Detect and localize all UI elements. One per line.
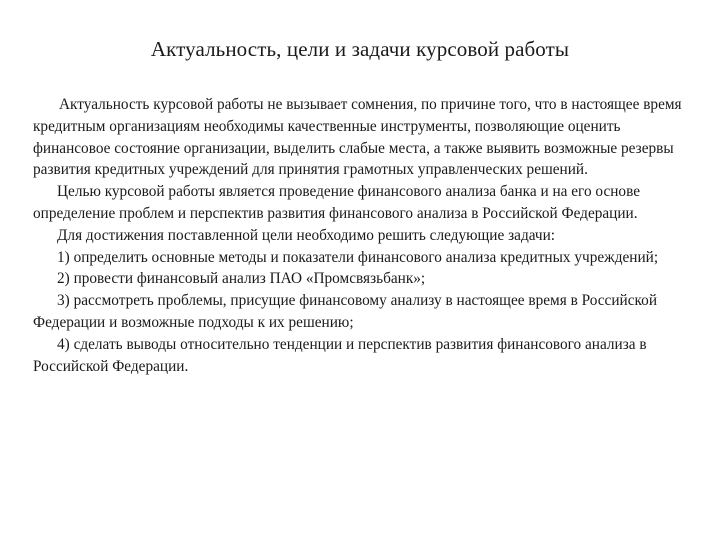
task-item-2: 2) провести финансовый анализ ПАО «Промсвязьбанк»; bbox=[57, 270, 426, 288]
slide-title: Актуальность, цели и задачи курсовой работы bbox=[150, 37, 570, 61]
paragraph-relevance: Актуальность курсовой работы не вызывает сомнения, по причине того, что в настоящее время кредитным организациям необходимы качественные инструменты, позволяющие оценить финансовое состояние организации, выделить слабые места, а также выявить возможные резервы развития кредитных учреждений для принятия грамотных управленческих решений. bbox=[33, 96, 682, 179]
paragraph-goal: Целью курсовой работы является проведение финансового анализа банка и на его основе определение проблем и перспектив развития финансового анализа в Российской Федерации. bbox=[33, 183, 640, 222]
slide-body bbox=[33, 94, 693, 377]
task-item-4: 4) сделать выводы относительно тенденции и перспектив развития финансового анализа в Российской Федерации. bbox=[33, 335, 647, 375]
task-item-3: 3) рассмотреть проблемы, присущие финансовому анализу в настоящее время в Российской Федерации и возможные подходы к их решению; bbox=[33, 292, 657, 331]
paragraph-tasks-intro: Для достижения поставленной цели необходимо решить следующие задачи: bbox=[57, 226, 556, 244]
task-item-1: 1) определить основные методы и показатели финансового анализа кредитных учреждений; bbox=[57, 248, 659, 266]
